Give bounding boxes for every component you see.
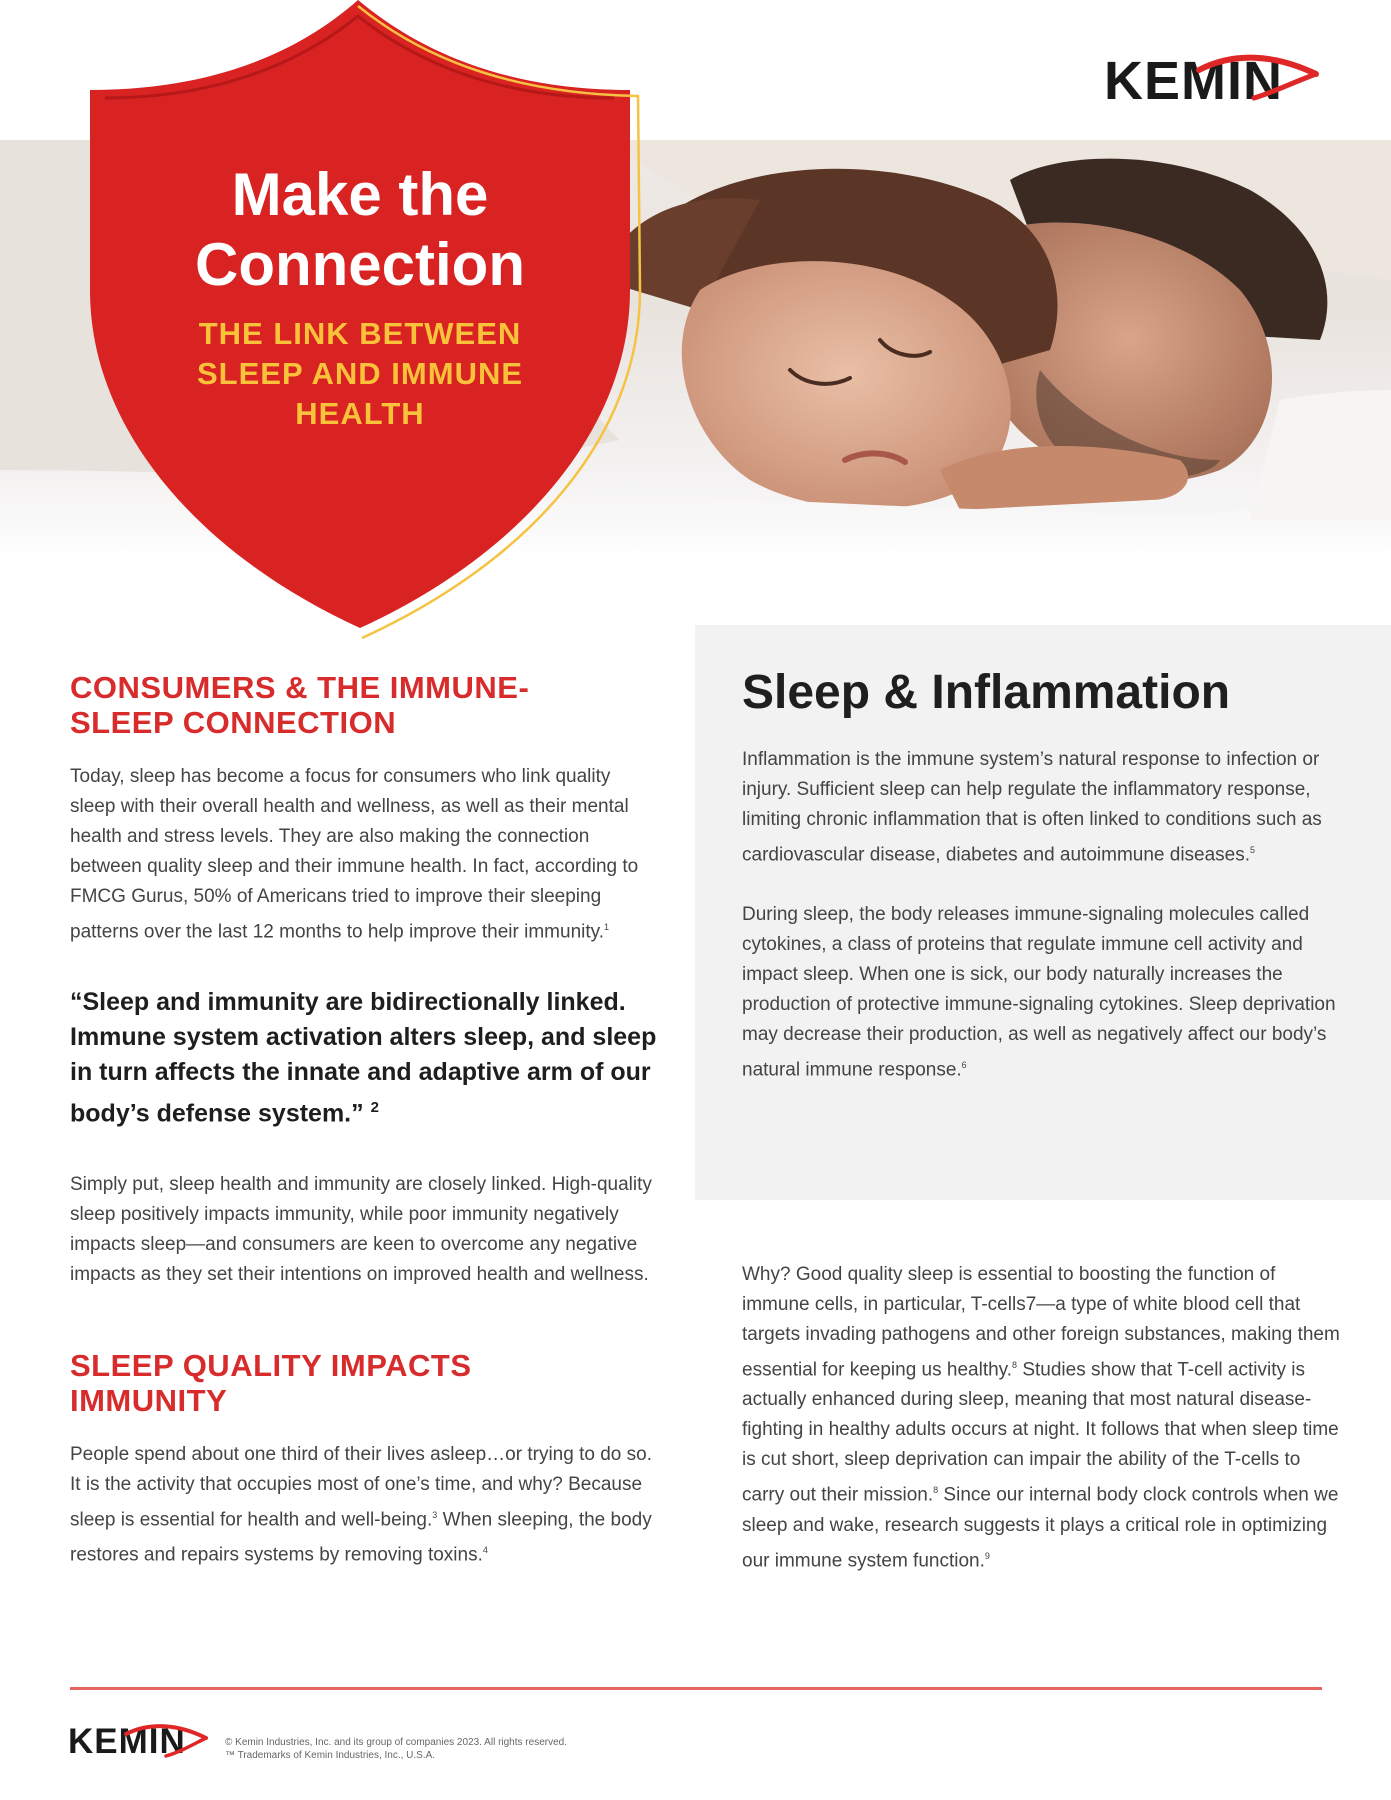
paragraph-text: People spend about one third of their lives asleep…or trying to do so. It is the activity that occupies most of one’s time, and why? Because sleep is essential for health and well-being.: [70, 1443, 652, 1530]
hero-subtitle-line2: SLEEP AND IMMUNE: [196, 356, 524, 391]
panel-title: Sleep & Inflammation: [742, 666, 1231, 719]
quote-text: “Sleep and immunity are bidirectionally linked. Immune system activation alters sleep, and sleep in turn affects the innate and adaptive arm of our body’s defense system.”: [70, 988, 657, 1128]
panel-content: [742, 665, 1342, 1086]
paragraph-text: When sleeping, the body restores and repairs systems by removing toxins.: [70, 1508, 652, 1566]
footnote-ref: 4: [482, 1544, 488, 1555]
trademark-text: ™ Trademarks of Kemin Industries, Inc., U.S.A.: [225, 1750, 436, 1761]
hero-subtitle-line1: THE LINK BETWEEN: [198, 316, 522, 351]
consumers-paragraph: [70, 762, 660, 947]
right-column: [742, 1260, 1342, 1576]
footnote-ref: 5: [1250, 845, 1256, 855]
paragraph-text: During sleep, the body releases immune-signaling molecules called cytokines, a class of proteins that regulate immune cell activity and impact sleep. When one is sick, our body naturally increases the production of protective immune-signaling cytokines. Sleep deprivation may decrease their production, as well as negatively affect our body’s natural immune response.: [742, 904, 1336, 1081]
paragraph-text: Inflammation is the immune system’s natural response to infection or injury. Sufficient sleep can help regulate the inflammatory response, limiting chronic inflammation that is often linked to conditions such as cardiovascular disease, diabetes and autoimmune diseases.: [742, 749, 1322, 866]
section-title-line: SLEEP QUALITY IMPACTS: [70, 1347, 472, 1383]
kemin-logo-bottom: [68, 1718, 208, 1768]
paragraph-text: Today, sleep has become a focus for consumers who link quality sleep with their overall health and wellness, as well as their mental health and stress levels. They are also making the connection between quality sleep and their immune health. In fact, according to FMCG Gurus, 50% of Americans tried to improve their sleeping patterns over the last 12 months to help improve their immunity.: [70, 766, 639, 943]
logo-swoosh-icon: [1104, 48, 1319, 112]
footer-legal: [225, 1736, 567, 1762]
hero-subtitle-line3: HEALTH: [295, 396, 425, 431]
hero-subtitle: [110, 314, 610, 434]
inflammation-paragraph-2: [742, 900, 1342, 1085]
footnote-ref: 2: [370, 1099, 379, 1117]
logo-wordmark: KEMIN: [1104, 51, 1283, 111]
footnote-ref: 1: [604, 922, 610, 932]
kemin-logo-top: [1104, 48, 1319, 112]
sleep-quality-paragraph: [70, 1440, 660, 1571]
closely-linked-paragraph: Simply put, sleep health and immunity are closely linked. High-quality sleep positively impacts immunity, while poor immunity negatively impacts sleep—and consumers are keen to overcome any negative impacts as they set their intentions on improved health and wellness.: [70, 1173, 652, 1285]
left-column: [70, 670, 660, 1570]
section-title-line: CONSUMERS & THE IMMUNE-: [70, 670, 530, 705]
inflammation-panel: [695, 625, 1391, 1200]
section-title-line: IMMUNITY: [70, 1382, 228, 1418]
footnote-ref: 9: [984, 1550, 990, 1561]
footnote-ref: 8: [1012, 1360, 1018, 1370]
section-title-line: SLEEP CONNECTION: [70, 705, 397, 740]
footnote-ref: 3: [432, 1509, 438, 1520]
section-title-consumers: [70, 670, 660, 740]
inflammation-paragraph-1: [742, 745, 1342, 870]
logo-wordmark: KEMIN: [68, 1722, 186, 1761]
t-cells-paragraph: [742, 1260, 1342, 1576]
pull-quote: [70, 985, 660, 1131]
paragraph-text: Since our internal body clock controls when we sleep and wake, research suggests it plays a critical role in optimizing our immune system function.: [742, 1484, 1339, 1571]
hero-title: [110, 160, 610, 300]
section-title-sleep-quality: [70, 1348, 660, 1418]
paragraph-text: Studies show that T-cell activity is actually enhanced during sleep, meaning that most natural disease-fighting in healthy adults occurs at night. It follows that when sleep time is cut short, sleep deprivation can impair the ability of the T-cells to carry out their mission.: [742, 1359, 1339, 1506]
footnote-ref: 6: [961, 1060, 967, 1071]
hero-title-line1: Make the: [231, 161, 489, 228]
hero-title-line2: Connection: [195, 231, 525, 298]
logo-swoosh-icon: [68, 1718, 208, 1768]
hero-heading-block: [110, 160, 610, 434]
footer-divider: [70, 1687, 1322, 1690]
copyright-text: © Kemin Industries, Inc. and its group of companies 2023. All rights reserved.: [225, 1737, 567, 1748]
footnote-ref: 8: [933, 1485, 939, 1496]
paragraph-text: Why? Good quality sleep is essential to boosting the function of immune cells, in particular, T-cells7—a type of white blood cell that targets invading pathogens and other foreign substances, making them essential for keeping us healthy.: [742, 1264, 1340, 1381]
